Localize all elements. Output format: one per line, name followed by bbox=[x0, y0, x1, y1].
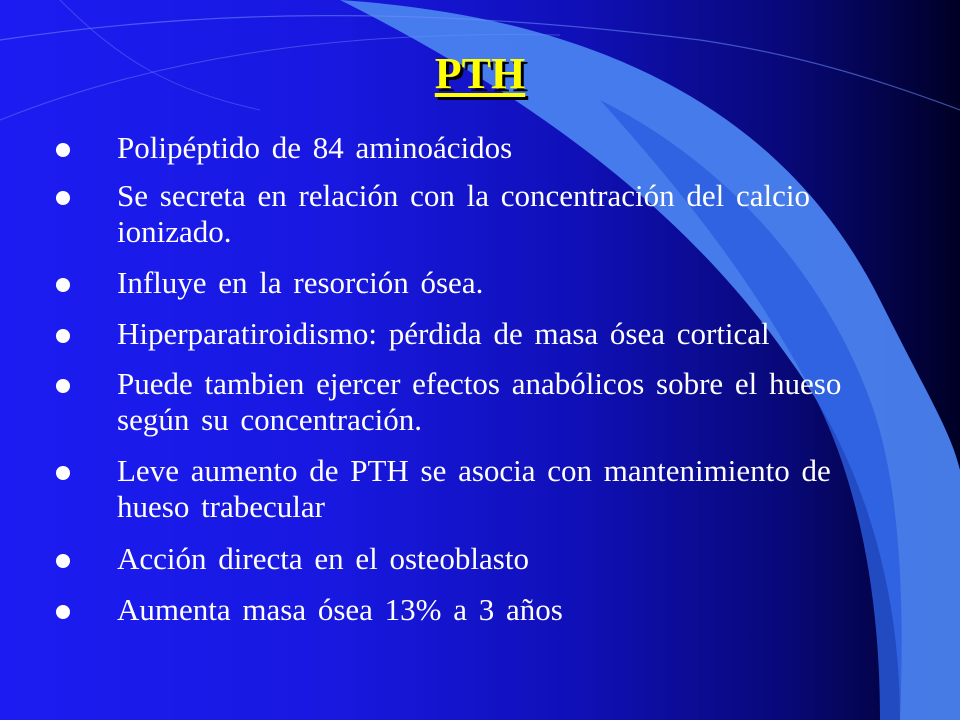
bullet-item bbox=[56, 130, 906, 166]
bullet-item bbox=[56, 453, 906, 525]
bullet-text: Se secreta en relación con la concentración del calcio ionizado. bbox=[117, 178, 810, 249]
bullet-dot-icon bbox=[56, 554, 70, 568]
bullet-item bbox=[56, 316, 906, 352]
bullet-dot-icon bbox=[56, 191, 70, 205]
bullet-text: Acción directa en el osteoblasto bbox=[117, 541, 529, 576]
bullet-text: Aumenta masa ósea 13% a 3 años bbox=[117, 592, 563, 627]
bullet-text: Hiperparatiroidismo: pérdida de masa ósea cortical bbox=[117, 316, 770, 351]
bullet-dot-icon bbox=[56, 143, 70, 157]
bullet-dot-icon bbox=[56, 605, 70, 619]
bullet-dot-icon bbox=[56, 329, 70, 343]
bullet-item bbox=[56, 265, 906, 301]
bullet-item bbox=[56, 592, 906, 628]
bullet-item bbox=[56, 178, 906, 250]
bullet-text: Polipéptido de 84 aminoácidos bbox=[117, 130, 513, 165]
bullet-dot-icon bbox=[56, 379, 70, 393]
bullet-item bbox=[56, 366, 906, 438]
bullet-dot-icon bbox=[56, 278, 70, 292]
bullet-dot-icon bbox=[56, 466, 70, 480]
bullet-text: Influye en la resorción ósea. bbox=[117, 265, 484, 300]
bullet-text: Puede tambien ejercer efectos anabólicos sobre el hueso según su concentración. bbox=[117, 366, 842, 437]
bullet-text: Leve aumento de PTH se asocia con mantenimiento de hueso trabecular bbox=[117, 453, 831, 524]
bullet-item bbox=[56, 541, 906, 577]
slide-title: PTH bbox=[434, 49, 526, 98]
